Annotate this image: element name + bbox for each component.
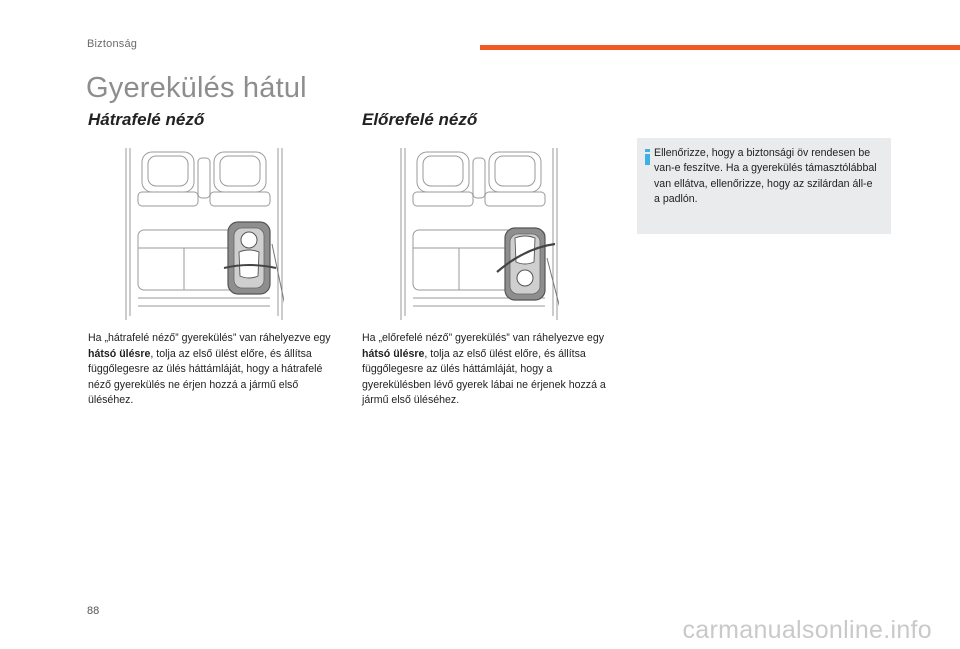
forward-facing-description: Ha „előrefelé néző” gyerekülés” van ráhelyezve egy hátsó ülésre, tolja az első ülést előre, és állítsa függőlegesre az ülés háttámláját, hogy a gyerekülésben lévő gyerek lábai ne érjenek hozzá a jármű első üléséhez. bbox=[362, 332, 606, 407]
info-icon bbox=[645, 149, 651, 164]
forward-facing-seat-illustration bbox=[399, 148, 559, 320]
section-label: Biztonság bbox=[87, 38, 138, 50]
info-box bbox=[637, 138, 891, 234]
page-number: 88 bbox=[87, 605, 100, 617]
info-text: Ellenőrizze, hogy a biztonsági öv rendesen be van-e feszítve. Ha a gyerekülés támasztólábbal van ellátva, ellenőrizze, hogy az szilárdan áll-e a padlón. bbox=[654, 147, 877, 206]
watermark: carmanualsonline.info bbox=[682, 616, 932, 644]
forward-facing-heading: Előrefelé néző bbox=[362, 110, 478, 129]
rear-facing-seat-illustration bbox=[124, 148, 284, 320]
page-title: Gyerekülés hátul bbox=[86, 72, 307, 104]
rear-facing-description: Ha „hátrafelé néző” gyerekülés” van ráhelyezve egy hátsó ülésre, tolja az első ülést előre, és állítsa függőlegesre az ülés háttámláját, hogy a hátrafelé néző gyerekülés ne érjen hozzá a jármű első üléséhez. bbox=[88, 332, 331, 407]
rear-facing-heading: Hátrafelé néző bbox=[88, 110, 205, 129]
header-accent-bar bbox=[480, 45, 960, 50]
